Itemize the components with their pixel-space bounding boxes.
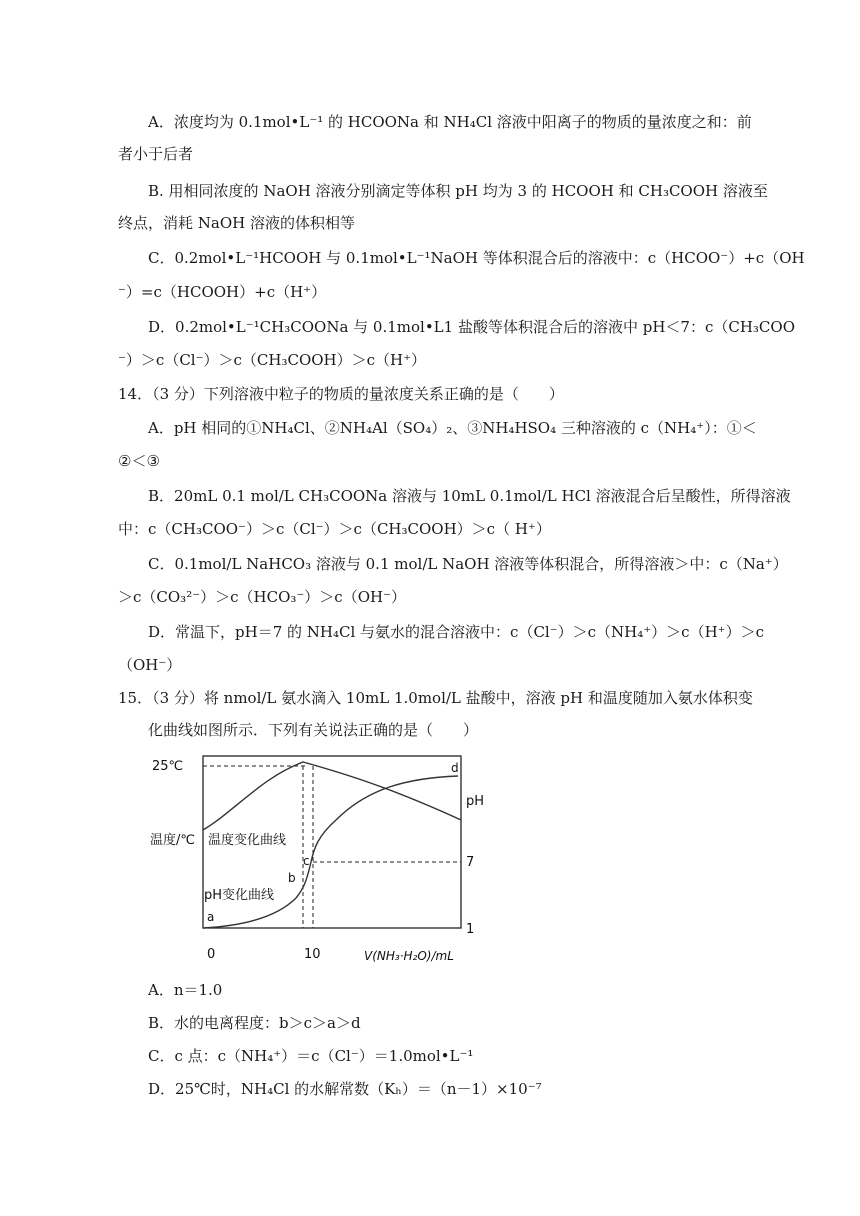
q14-option-d-line1: D．常温下，pH＝7 的 NH₄Cl 与氨水的混合溶液中：c（Cl⁻）＞c（NH₄⁺）＞c（H⁺）＞c (148, 623, 764, 641)
q13-option-d-line1: D．0.2mol•L⁻¹CH₃COONa 与 0.1mol•L1 盐酸等体积混合后的溶液中 pH＜7：c（CH₃COO (148, 318, 795, 336)
q13-option-c-line1: C．0.2mol•L⁻¹HCOOH 与 0.1mol•L⁻¹NaOH 等体积混合后的溶液中：c（HCOO⁻）+c（OH (148, 249, 805, 267)
y-axis-label: 温度/℃ (150, 833, 195, 848)
right-tick-7: 7 (466, 855, 475, 870)
point-d-label: d (451, 761, 459, 775)
temperature-curve-label: 温度变化曲线 (208, 833, 287, 848)
q14-option-a-line1: A．pH 相同的①NH₄Cl、②NH₄Al（SO₄）₂、③NH₄HSO₄ 三种溶液的 c（NH₄⁺）：①＜ (148, 419, 757, 437)
right-tick-1: 1 (466, 922, 475, 937)
temperature-curve (203, 762, 461, 830)
x-tick-10: 10 (304, 947, 321, 962)
q13-option-a-line2: 者小于后者 (118, 145, 194, 163)
x-tick-0: 0 (207, 947, 216, 962)
question-14-stem: 14．（3 分）下列溶液中粒子的物质的量浓度关系正确的是（ ） (118, 385, 564, 403)
q15-option-a: A．n＝1.0 (148, 981, 223, 999)
q14-option-c-line1: C．0.1mol/L NaHCO₃ 溶液与 0.1 mol/L NaOH 溶液等体积混合，所得溶液＞中：c（Na⁺） (148, 555, 788, 573)
q14-option-b-line1: B．20mL 0.1 mol/L CH₃COONa 溶液与 10mL 0.1mol/L HCl 溶液混合后呈酸性，所得溶液 (148, 487, 791, 505)
question-15-stem-line1: 15．（3 分）将 nmol/L 氨水滴入 10mL 1.0mol/L 盐酸中，溶液 pH 和温度随加入氨水体积变 (118, 689, 753, 707)
q15-option-d: D．25℃时，NH₄Cl 的水解常数（Kₕ）＝（n－1）×10⁻⁷ (148, 1080, 542, 1098)
temp-25-label: 25℃ (152, 759, 184, 774)
ph-curve-label: pH变化曲线 (204, 888, 275, 903)
point-b-label: b (288, 871, 296, 885)
q13-option-a-line1: A．浓度均为 0.1mol•L⁻¹ 的 HCOONa 和 NH₄Cl 溶液中阳离子的物质的量浓度之和：前 (148, 113, 752, 131)
question-15-stem-line2: 化曲线如图所示．下列有关说法正确的是（ ） (148, 721, 479, 739)
q13-option-d-line2: ⁻）＞c（Cl⁻）＞c（CH₃COOH）＞c（H⁺） (118, 351, 427, 369)
point-c-label: c (303, 854, 310, 868)
q14-option-c-line2: ＞c（CO₃²⁻）＞c（HCO₃⁻）＞c（OH⁻） (118, 588, 407, 606)
q13-option-b-line2: 终点，消耗 NaOH 溶液的体积相等 (118, 214, 355, 232)
q15-option-c: C．c 点：c（NH₄⁺）＝c（Cl⁻）＝1.0mol•L⁻¹ (148, 1047, 474, 1065)
q14-option-d-line2: （OH⁻） (118, 656, 182, 674)
q13-option-b-line1: B. 用相同浓度的 NaOH 溶液分别滴定等体积 pH 均为 3 的 HCOOH 和 CH₃COOH 溶液至 (148, 182, 768, 200)
q14-option-a-line2: ②＜③ (118, 452, 160, 470)
ph-axis-label: pH (466, 794, 485, 809)
point-a-label: a (207, 910, 215, 924)
q14-option-b-line2: 中：c（CH₃COO⁻）＞c（Cl⁻）＞c（CH₃COOH）＞c（ H⁺） (118, 520, 551, 538)
titration-figure (146, 748, 506, 970)
ph-curve (203, 776, 458, 928)
x-axis-label: V(NH₃·H₂O)/mL (364, 949, 454, 963)
q15-option-b: B．水的电离程度：b＞c＞a＞d (148, 1014, 361, 1032)
q13-option-c-line2: ⁻）=c（HCOOH）+c（H⁺） (118, 283, 327, 301)
